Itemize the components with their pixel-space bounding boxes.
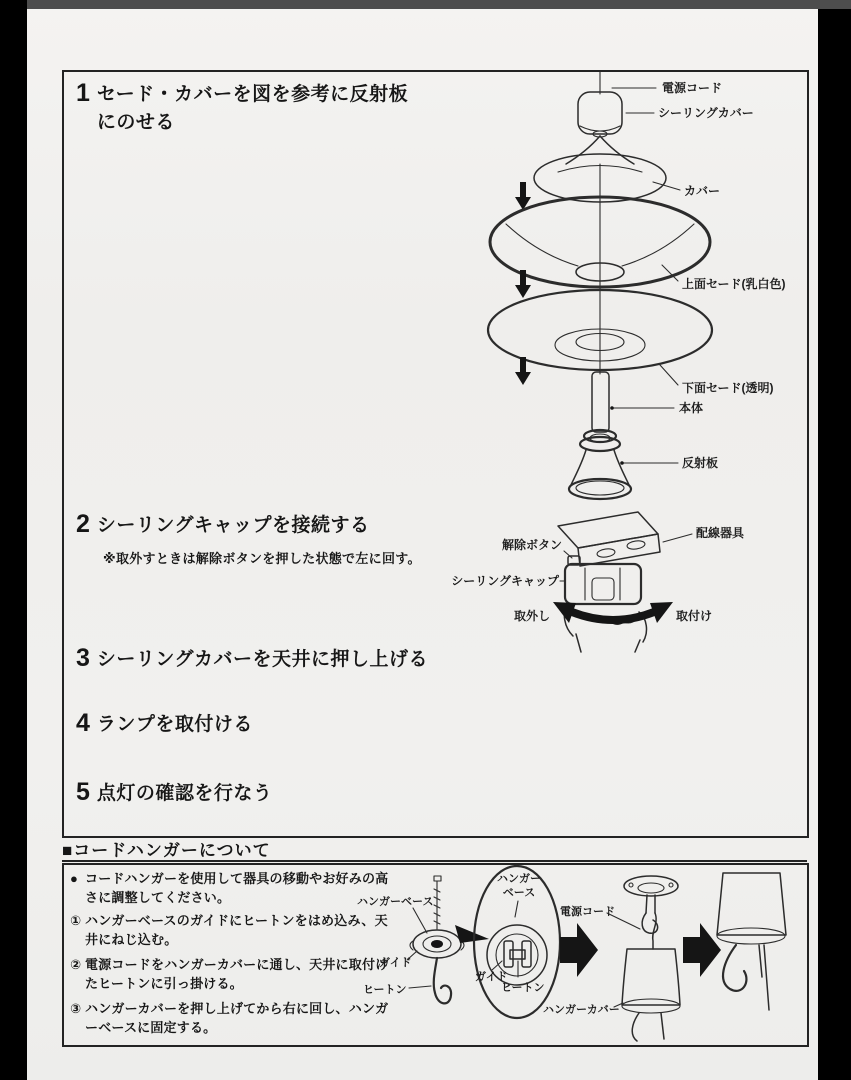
step-1 (76, 80, 408, 137)
bullet-marker: ● (70, 871, 78, 886)
upper-shade-label: 上面セード(乳白色) (682, 277, 786, 291)
hanger-step-1 (70, 911, 396, 949)
step-3-title: シーリングカバーを天井に押し上げる (96, 649, 429, 670)
reflector-rim (569, 479, 631, 499)
cover-label: カバー (684, 184, 721, 198)
heaton-hook (434, 958, 451, 1003)
hanger-intro-text: コードハンガーを使用して器具の移動やお好みの高さに調整してください。 (85, 871, 389, 905)
body-rod-shape (592, 372, 609, 432)
cord-hanger-section-header: ■コードハンガーについて (62, 836, 807, 862)
leader-heaton (409, 986, 431, 988)
step-1-title-line2: にのせる (96, 112, 175, 133)
oval-base-leader (515, 901, 518, 917)
leader-body-dot (610, 406, 614, 410)
attach-label: 取付け (676, 609, 713, 623)
oval-hanger-base-label-line1: ハンガー (497, 873, 541, 885)
heaton-label: ヒートン (363, 984, 407, 996)
power-cord-label: 電源コード (560, 906, 615, 918)
final-cord (759, 945, 769, 1010)
oval-guide-label: ガイド (475, 971, 508, 983)
rotate-arrow-right-head (650, 602, 673, 623)
step-1-title (97, 80, 408, 137)
ceiling-mount-inner (638, 883, 664, 893)
step-4 (76, 710, 253, 739)
leader-outlet (663, 534, 692, 542)
step-3-number: 3 (76, 644, 90, 672)
step-5-title: 点灯の確認を行なう (96, 783, 273, 804)
scan-top-edge (27, 0, 851, 9)
ceiling-cover-label: シーリングカバー (658, 106, 754, 120)
hand-wrist (576, 634, 640, 652)
body-label: 本体 (679, 401, 704, 415)
step-2-number: 2 (76, 510, 90, 538)
ceiling-cover-bottom-edge (580, 126, 620, 131)
cone-right (600, 136, 634, 164)
step-2 (76, 511, 370, 540)
leader-lower-shade (660, 365, 678, 385)
cord-below (661, 1013, 664, 1039)
hanger-step-3-marker: ③ (70, 1001, 82, 1016)
cap-socket-opening (592, 578, 614, 600)
screw-shaft (434, 881, 440, 929)
oval-heaton-label: ヒートン (501, 982, 545, 994)
step-4-title: ランプを取付ける (96, 714, 253, 735)
step-2-note: ※取外すときは解除ボタンを押した状態で左に回す。 (103, 551, 421, 566)
step-5 (76, 779, 272, 808)
hanger-step-3 (70, 999, 396, 1037)
hanger-cover-shape (622, 949, 680, 1005)
leader-cover (653, 182, 680, 190)
step-5-number: 5 (76, 778, 90, 806)
hanger-base-label: ハンガーベース (357, 896, 434, 908)
magnify-pointer (455, 925, 489, 943)
outlet-box-front (578, 534, 660, 566)
rotate-arrow (572, 612, 654, 620)
hanger-intro (70, 869, 396, 907)
step-1-title-line1: セード・カバーを図を参考に反射板 (96, 84, 409, 105)
reflector-inner-rim (576, 481, 624, 495)
outlet-hole2 (627, 540, 646, 550)
upper-shade-funnel-right (622, 224, 694, 266)
hanger-step-3-text: ハンガーカバーを押し上げてから右に回し、ハンガーベースに固定する。 (85, 1001, 389, 1035)
step-4-number: 4 (76, 709, 90, 737)
final-cover-shape (717, 873, 786, 935)
cone-left (566, 136, 600, 164)
ceiling-mount-screw1 (629, 883, 633, 887)
hanger-step-1-marker: ① (70, 913, 82, 928)
final-cover-rim (717, 928, 785, 944)
right-arrow-icon (683, 923, 721, 977)
down-arrow-icon (515, 270, 531, 298)
remove-label: 取外し (513, 609, 550, 623)
step-2-title: シーリングキャップを接続する (96, 515, 370, 536)
hanger-base-hole (431, 940, 443, 948)
final-hook (723, 945, 746, 991)
hanger-step-2 (70, 955, 396, 993)
ceiling-cap-shape (565, 564, 641, 604)
hanger-step-2-text: 電源コードをハンガーカバーに通し、天井に取付けたヒートンに引っ掛ける。 (85, 957, 389, 991)
step-1-number: 1 (76, 79, 90, 107)
mount-heaton (646, 895, 655, 913)
ceiling-cap-diagram (451, 500, 805, 652)
ceiling-cap-label: シーリングキャップ (451, 574, 559, 588)
step-3 (76, 645, 428, 674)
hanger-step-2-marker: ② (70, 957, 82, 972)
hanger-cover-label: ハンガーカバー (543, 1004, 620, 1016)
leader-hanger-base (413, 908, 427, 933)
down-arrow-icon (515, 182, 531, 210)
cord-hook-below (632, 1013, 639, 1041)
hanger-step-1-text: ハンガーベースのガイドにヒートンをはめ込み、天井にねじ込む。 (85, 913, 388, 947)
hanger-cover-rim (622, 999, 680, 1013)
guide-label: ガイド (379, 957, 412, 969)
upper-shade-funnel-left (506, 224, 578, 266)
leader-reflector-dot (620, 461, 624, 465)
screw-head (434, 876, 441, 881)
power-cord-label: 電源コード (662, 81, 723, 95)
outlet-hole1 (597, 548, 616, 558)
socket-ring2 (580, 437, 620, 451)
ceiling-mount-screw2 (669, 883, 673, 887)
outlet-label: 配線器具 (696, 526, 745, 540)
guide-slot-right (522, 941, 531, 967)
right-arrow-icon (560, 923, 598, 977)
cord-hanger-diagram (355, 865, 805, 1041)
lower-shade-label: 下面セード(透明) (682, 381, 774, 395)
release-button-label: 解除ボタン (501, 538, 562, 552)
lamp-exploded-diagram (440, 72, 808, 508)
reflector-label: 反射板 (682, 456, 719, 470)
oval-hanger-base-label-line2: ベース (502, 887, 536, 899)
guide-slot-left (504, 941, 513, 967)
